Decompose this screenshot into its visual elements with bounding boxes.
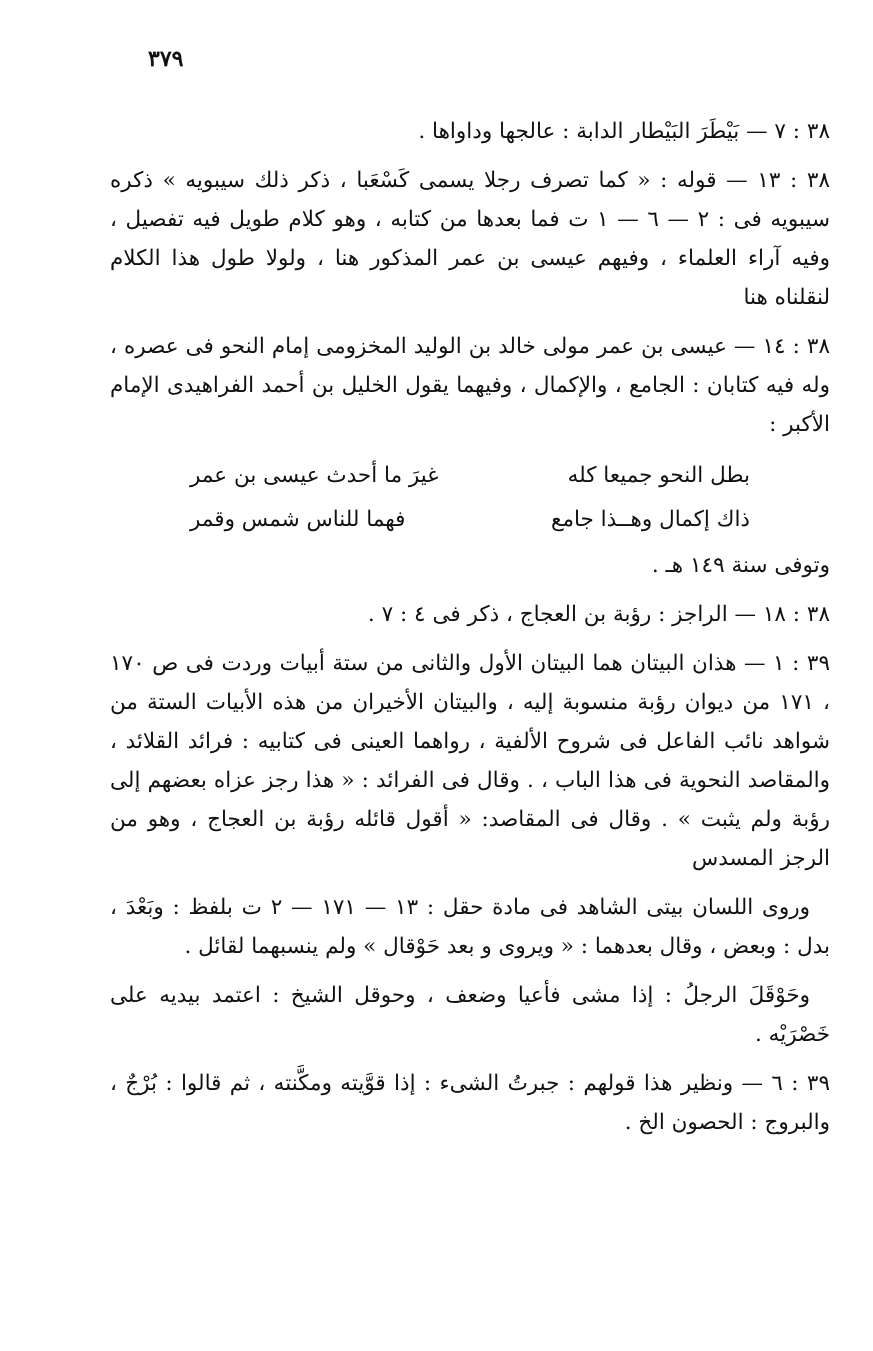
note-paragraph: ٣٨ : ٧ — بَيْطَرَ البَيْطار الدابة : عالجها وداواها . — [418, 119, 830, 144]
poem-first-hemistich: ذاك إكمال وهــذا جامع — [551, 507, 750, 532]
poem-verse — [190, 498, 750, 542]
page-number: ٣٧٩ — [148, 46, 184, 72]
note-paragraph: وروى اللسان بيتى الشاهد فى مادة حقل : ١٣ — ١٧١ — ٢ ت بلفظ : وبَعْدَ ، بدل : وبعض ، وقال بعدهما : « ويروى و بعد حَوْقال » ولم ينسبهما لقائل . — [110, 895, 830, 959]
note-paragraph: ٣٩ : ٦ — ونظير هذا قولهم : جبرتُ الشىء : إذا قوَّيته ومكَّنته ، ثم قالوا : بُرْجٌ ، والبروج : الحصون الخ . — [110, 1071, 830, 1135]
poem-second-hemistich: غيرَ ما أحدث عيسى بن عمر — [190, 463, 439, 488]
poem-first-hemistich: بطل النحو جميعا كله — [567, 463, 750, 488]
note-paragraph: ٣٨ : ١٤ — عيسى بن عمر مولى خالد بن الوليد المخزومى إمام النحو فى عصره ، وله فيه كتابان : الجامع ، والإكمال ، وفيهما يقول الخليل بن أحمد الفراهيدى الإمام الأكبر : — [110, 334, 830, 437]
note-paragraph: ٣٨ : ١٨ — الراجز : رؤبة بن العجاج ، ذكر فى ٤ : ٧ . — [367, 602, 830, 627]
poem-second-hemistich: فهما للناس شمس وقمر — [190, 507, 406, 532]
note-paragraph: وحَوْقَلَ الرجلُ : إذا مشى فأعيا وضعف ، وحوقل الشيخ : اعتمد بيديه على خَصْرَيْه . — [110, 983, 830, 1047]
page-body — [110, 112, 830, 1152]
poem-block — [110, 454, 830, 542]
poem-verse — [190, 454, 750, 498]
note-paragraph: ٣٩ : ١ — هذان البيتان هما البيتان الأول والثانى من ستة أبيات وردت فى ص ١٧٠ ، ١٧١ من ديوان رؤبة منسوبة إليه ، والبيتان الأخيران من هذه الأبيات الستة من شواهد نائب الفاعل فى شروح الألفية ، رواهما العينى فى كتابيه : فرائد القلائد ، والمقاصد النحوية فى هذا الباب ، . وقال فى الفرائد : « هذا رجز عزاه بعضهم إلى رؤبة ولم يثبت » . وقال فى المقاصد: « أقول قائله رؤبة بن العجاج ، وهو من الرجز المسدس — [110, 651, 830, 871]
note-paragraph: ٣٨ : ١٣ — قوله : « كما تصرف رجلا يسمى كَسْعَبا ، ذكر ذلك سيبويه » ذكره سيبويه فى : ٢ — ٦ — ١ ت فما بعدها من كتابه ، وهو كلام طويل فيه تفصيل ، وفيه آراء العلماء ، وفيهم عيسى بن عمر المذكور هنا ، ولولا طول هذا الكلام لنقلناه هنا — [110, 168, 830, 310]
note-paragraph: وتوفى سنة ١٤٩ هـ . — [651, 553, 830, 578]
